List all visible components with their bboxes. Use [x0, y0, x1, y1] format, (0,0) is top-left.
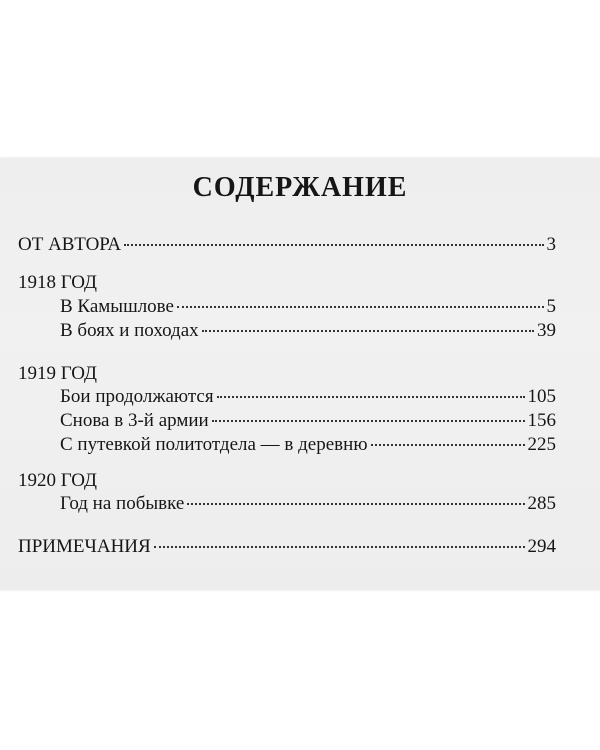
toc-entry — [60, 386, 556, 408]
toc-entry — [60, 493, 556, 515]
entry-page: 105 — [527, 386, 556, 407]
toc-entry — [60, 320, 556, 342]
toc-entry — [60, 296, 556, 318]
dot-leader — [202, 330, 534, 332]
entry-page: 5 — [546, 296, 556, 317]
entry-page: 39 — [537, 320, 556, 341]
entry-label: В боях и походах — [60, 320, 199, 341]
dot-leader — [187, 503, 524, 505]
dot-leader — [371, 444, 525, 446]
toc-entry-notes — [18, 536, 556, 558]
entry-label: Бои продолжаются — [60, 386, 214, 407]
dot-leader — [177, 306, 544, 308]
entry-page: 225 — [527, 434, 556, 455]
toc-entry-author — [18, 234, 556, 256]
entry-label: В Камышлове — [60, 296, 174, 317]
section-heading-1918: 1918 ГОД — [18, 272, 97, 293]
section-heading-1920: 1920 ГОД — [18, 470, 97, 491]
dot-leader — [217, 396, 525, 398]
toc-entry — [60, 410, 556, 432]
entry-page: 156 — [527, 410, 556, 431]
dot-leader — [154, 546, 525, 548]
book-page — [0, 158, 600, 590]
section-heading-1919: 1919 ГОД — [18, 363, 97, 384]
entry-label: Год на побывке — [60, 493, 185, 514]
entry-page: 3 — [546, 234, 556, 255]
entry-label: ОТ АВТОРА — [18, 234, 122, 255]
toc-entry — [60, 434, 556, 456]
entry-page: 285 — [527, 493, 556, 514]
toc-title: СОДЕРЖАНИЕ — [192, 172, 408, 203]
dot-leader — [124, 244, 543, 246]
entry-label: С путевкой политотдела — в деревню — [60, 434, 368, 455]
entry-label: ПРИМЕЧАНИЯ — [18, 536, 151, 557]
entry-page: 294 — [527, 536, 556, 557]
entry-label: Снова в 3-й армии — [60, 410, 209, 431]
dot-leader — [212, 420, 525, 422]
